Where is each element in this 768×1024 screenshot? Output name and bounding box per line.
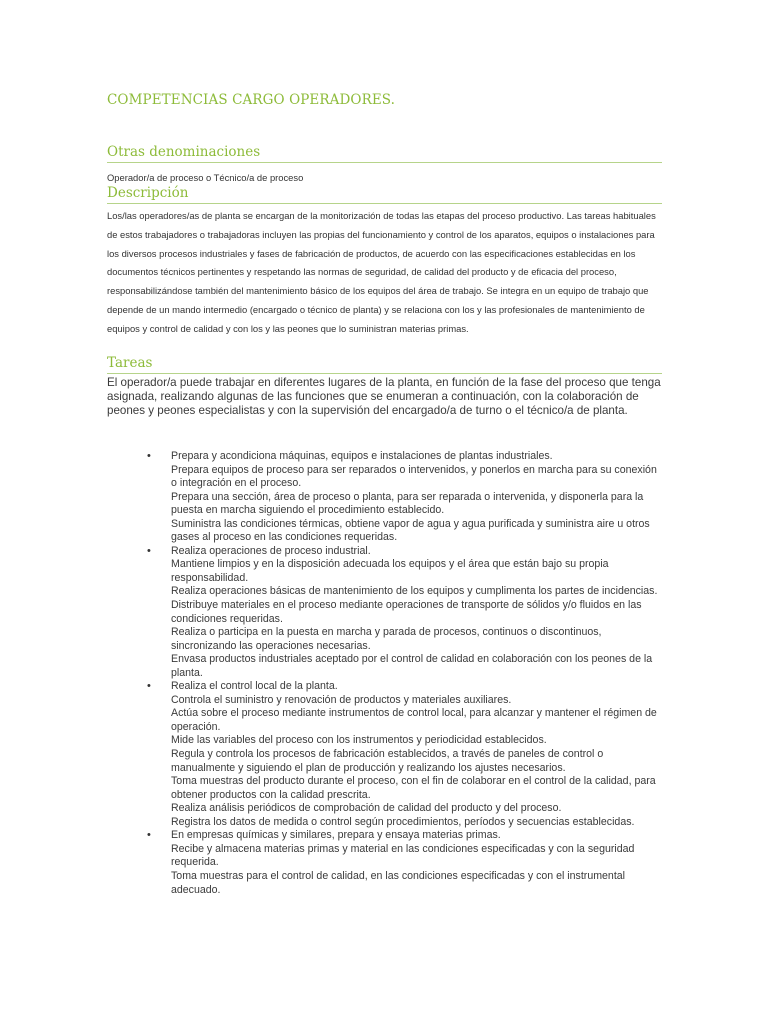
task-item-main: • Prepara y acondiciona máquinas, equipos e instalaciones de plantas industriales. bbox=[171, 450, 553, 462]
task-item-main: • Realiza el control local de la planta. bbox=[171, 680, 338, 693]
task-subitem: Toma muestras del producto durante el proceso, con el fin de colaborar en el control de la calidad, para obtener productos con la calidad prescrita. bbox=[171, 775, 656, 801]
tareas-intro-text: El operador/a puede trabajar en diferentes lugares de la planta, en función de la fase del proceso que tenga asignada, realizando algunas de las funciones que se enumeran a continuación, con la colaboración de peones y peones especialistas y con la supervisión del encargado/a de turno o el técnico/a de planta. bbox=[107, 376, 661, 417]
task-subitem: Prepara equipos de proceso para ser reparados o intervenidos, y ponerlos en marcha para su conexión o integración en el proceso. bbox=[171, 463, 657, 490]
task-subitem: Distribuye materiales en el proceso mediante operaciones de transporte de sólidos y/o fluidos en las condiciones requeridas. bbox=[171, 599, 642, 625]
task-subitem: Recibe y almacena materias primas y material en las condiciones especificadas y con la seguridad requerida. bbox=[171, 842, 635, 869]
document-title: COMPETENCIAS CARGO OPERADORES. bbox=[107, 92, 396, 108]
task-subitem: Mantiene limpios y en la disposición adecuada los equipos y el área que están bajo su propia responsabilidad. bbox=[171, 558, 609, 584]
task-subitem: Mide las variables del proceso con los instrumentos y periodicidad establecidos. bbox=[171, 734, 547, 747]
task-item bbox=[145, 829, 662, 897]
task-item-main: • En empresas químicas y similares, prepara y ensaya materias primas. bbox=[171, 829, 501, 842]
task-subitem: Realiza operaciones básicas de mantenimiento de los equipos y cumplimenta los partes de incidencias. bbox=[171, 585, 658, 598]
task-subitem: Realiza o participa en la puesta en marcha y parada de procesos, continuos o discontinuos, sincronizando las operaciones necesarias. bbox=[171, 626, 602, 652]
task-subitem: Realiza análisis periódicos de comprobación de calidad del producto y del proceso. bbox=[171, 802, 562, 815]
task-subitem: Regula y controla los procesos de fabricación establecidos, a través de paneles de control o manualmente y siguiendo el plan de producción y realizando los ajustes necesarios. bbox=[171, 748, 604, 774]
task-list bbox=[145, 450, 662, 897]
otras-denominaciones-text: Operador/a de proceso o Técnico/a de proceso bbox=[107, 172, 304, 183]
task-subitem: Suministra las condiciones térmicas, obtiene vapor de agua y agua purificada y suministra aire u otros gases al proceso en las condiciones requeridas. bbox=[171, 517, 650, 544]
section-heading-tareas: Tareas bbox=[107, 354, 662, 374]
section-heading-descripcion: Descripción bbox=[107, 184, 662, 204]
task-item bbox=[145, 545, 662, 680]
descripcion-text: Los/las operadores/as de planta se encargan de la monitorización de todas las etapas del proceso productivo. Las tareas habituales de estos trabajadores o trabajadoras incluyen las propias del funcionamiento y control de los aparatos, equipos o instalaciones para los diversos procesos industriales y fases de fabricación de productos, de acuerdo con las especificaciones establecidas en los documentos técnicos pertinentes y respetando las normas de seguridad, de calidad del producto y de eficacia del proceso, responsabilizándose también del mantenimiento básico de los equipos del área de trabajo. Se integra en un equipo de trabajo que depende de un mando intermedio (encargado o técnico de planta) y se relaciona con los y las profesionales de mantenimiento de equipos y control de calidad y con los y las peones que lo suministran materias primas. bbox=[107, 210, 656, 334]
task-item bbox=[145, 450, 662, 545]
task-subitem: Actúa sobre el proceso mediante instrumentos de control local, para alcanzar y mantener el régimen de operación. bbox=[171, 707, 657, 733]
task-subitem: Registra los datos de medida o control según procedimientos, períodos y secuencias establecidas. bbox=[171, 815, 635, 828]
task-subitem: Controla el suministro y renovación de productos y materiales auxiliares. bbox=[171, 693, 512, 706]
task-subitem: Envasa productos industriales aceptado por el control de calidad en colaboración con los peones de la planta. bbox=[171, 653, 653, 679]
task-item bbox=[145, 680, 662, 829]
task-subitem: Prepara una sección, área de proceso o planta, para ser reparada o intervenida, y disponerla para la puesta en marcha siguiendo el procedimiento establecido. bbox=[171, 490, 644, 517]
task-item-main: • Realiza operaciones de proceso industrial. bbox=[171, 544, 371, 557]
task-subitem: Toma muestras para el control de calidad, en las condiciones especificadas y con el instrumental adecuado. bbox=[171, 869, 626, 896]
section-heading-otras-denominaciones: Otras denominaciones bbox=[107, 143, 662, 163]
